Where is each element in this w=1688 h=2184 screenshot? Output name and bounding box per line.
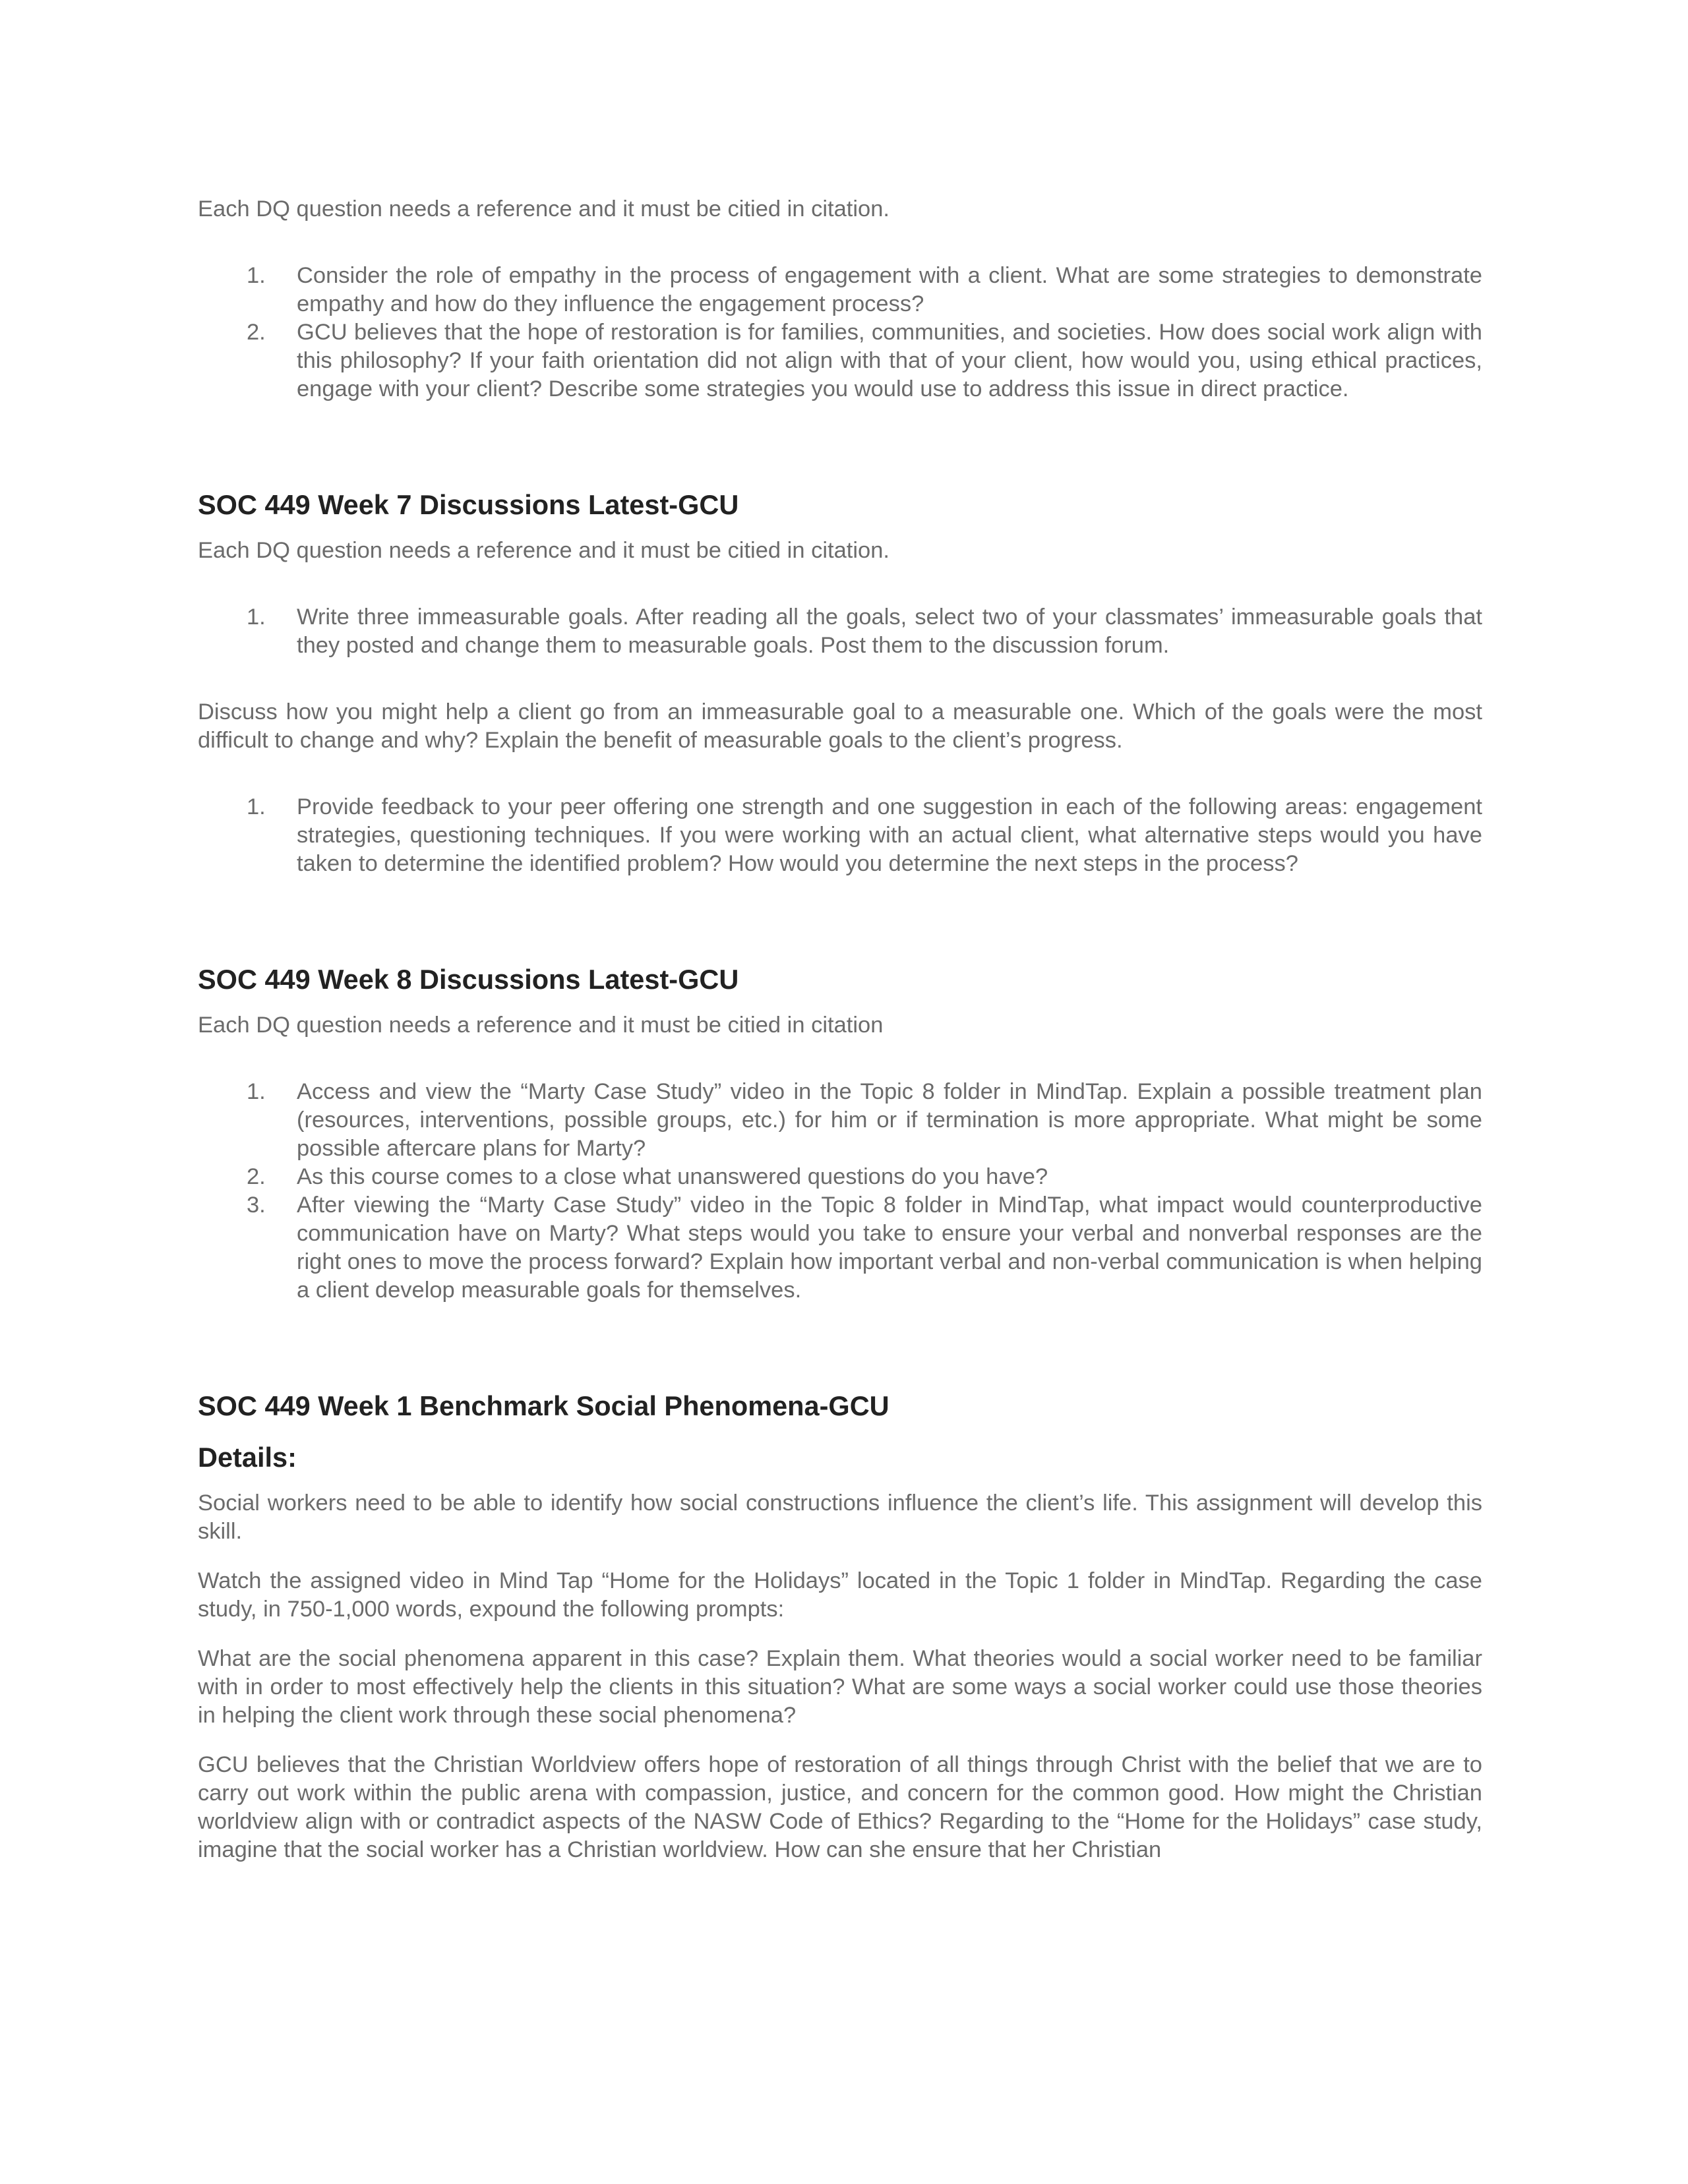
benchmark-heading: SOC 449 Week 1 Benchmark Social Phenomena-GCU <box>198 1390 889 1421</box>
list-text: As this course comes to a close what unanswered questions do you have? <box>297 1164 1048 1189</box>
list-item <box>198 793 1482 878</box>
details-subheading: Details: <box>198 1442 297 1473</box>
week8-heading: SOC 449 Week 8 Discussions Latest-GCU <box>198 964 739 995</box>
list-text: GCU believes that the hope of restoration is for families, communities, and societies. How does social work align with this philosophy? If your faith orientation did not align with that of your client, how would you, using ethical practices, engage with your client? Describe some strategies you would use to address this issue in direct practice. <box>297 320 1482 401</box>
week7-question-list <box>198 603 1482 660</box>
week7-feedback-list <box>198 793 1482 878</box>
list-item <box>198 318 1482 403</box>
list-number: 2. <box>247 1164 266 1189</box>
intro-question-list <box>198 262 1482 403</box>
list-number: 3. <box>247 1193 266 1218</box>
week8-note: Each DQ question needs a reference and it must be citied in citation <box>198 1013 884 1038</box>
list-number: 1. <box>247 605 266 630</box>
list-text: Write three immeasurable goals. After reading all the goals, select two of your classmates’ immeasurable goals that they posted and change them to measurable goals. Post them to the discussion forum. <box>297 605 1482 658</box>
list-text: Provide feedback to your peer offering one strength and one suggestion in each of the following areas: engagement strategies, questioning techniques. If you were working with an actual client, what alternative steps would you have taken to determine the identified problem? How would you determine the next steps in the process? <box>297 794 1482 876</box>
list-number: 2. <box>247 320 266 345</box>
benchmark-paragraph: Watch the assigned video in Mind Tap “Home for the Holidays” located in the Topic 1 folder in MindTap. Regarding the case study, in 750-1,000 words, expound the following prompts: <box>198 1568 1482 1622</box>
list-number: 1. <box>247 1079 266 1104</box>
list-text: After viewing the “Marty Case Study” video in the Topic 8 folder in MindTap, what impact would counterproductive communication have on Marty? What steps would you take to ensure your verbal and nonverbal responses are the right ones to move the process forward? Explain how important verbal and non-verbal communication is when helping a client develop measurable goals for themselves. <box>297 1193 1482 1303</box>
benchmark-paragraph: Social workers need to be able to identify how social constructions influence the client’s life. This assignment will develop this skill. <box>198 1490 1482 1544</box>
list-number: 1. <box>247 263 266 288</box>
list-item <box>198 1078 1482 1163</box>
list-number: 1. <box>247 794 266 819</box>
week8-question-list <box>198 1078 1482 1305</box>
list-item <box>198 1191 1482 1305</box>
week7-note: Each DQ question needs a reference and it must be citied in citation. <box>198 538 890 563</box>
list-text: Access and view the “Marty Case Study” video in the Topic 8 folder in MindTap. Explain a possible treatment plan (resources, interventions, possible groups, etc.) for him or if termination is more appropriate. What might be some possible aftercare plans for Marty? <box>297 1079 1482 1161</box>
list-item <box>198 603 1482 660</box>
list-item <box>198 262 1482 318</box>
document-page <box>198 195 1482 1864</box>
benchmark-paragraph: What are the social phenomena apparent in this case? Explain them. What theories would a social worker need to be familiar with in order to most effectively help the clients in this situation? What are some ways a social worker could use those theories in helping the client work through these social phenomena? <box>198 1646 1482 1728</box>
list-text: Consider the role of empathy in the process of engagement with a client. What are some strategies to demonstrate empathy and how do they influence the engagement process? <box>297 263 1482 316</box>
week7-heading: SOC 449 Week 7 Discussions Latest-GCU <box>198 489 739 520</box>
list-item <box>198 1163 1482 1191</box>
benchmark-paragraph: GCU believes that the Christian Worldview offers hope of restoration of all things through Christ with the belief that we are to carry out work within the public arena with compassion, justice, and concern for the common good. How might the Christian worldview align with or contradict aspects of the NASW Code of Ethics? Regarding to the “Home for the Holidays” case study, imagine that the social worker has a Christian worldview. How can she ensure that her Christian <box>198 1752 1482 1862</box>
intro-note: Each DQ question needs a reference and it must be citied in citation. <box>198 196 890 221</box>
week7-paragraph: Discuss how you might help a client go from an immeasurable goal to a measurable one. Which of the goals were the most difficult to change and why? Explain the benefit of measurable goals to the client’s progress. <box>198 699 1482 753</box>
